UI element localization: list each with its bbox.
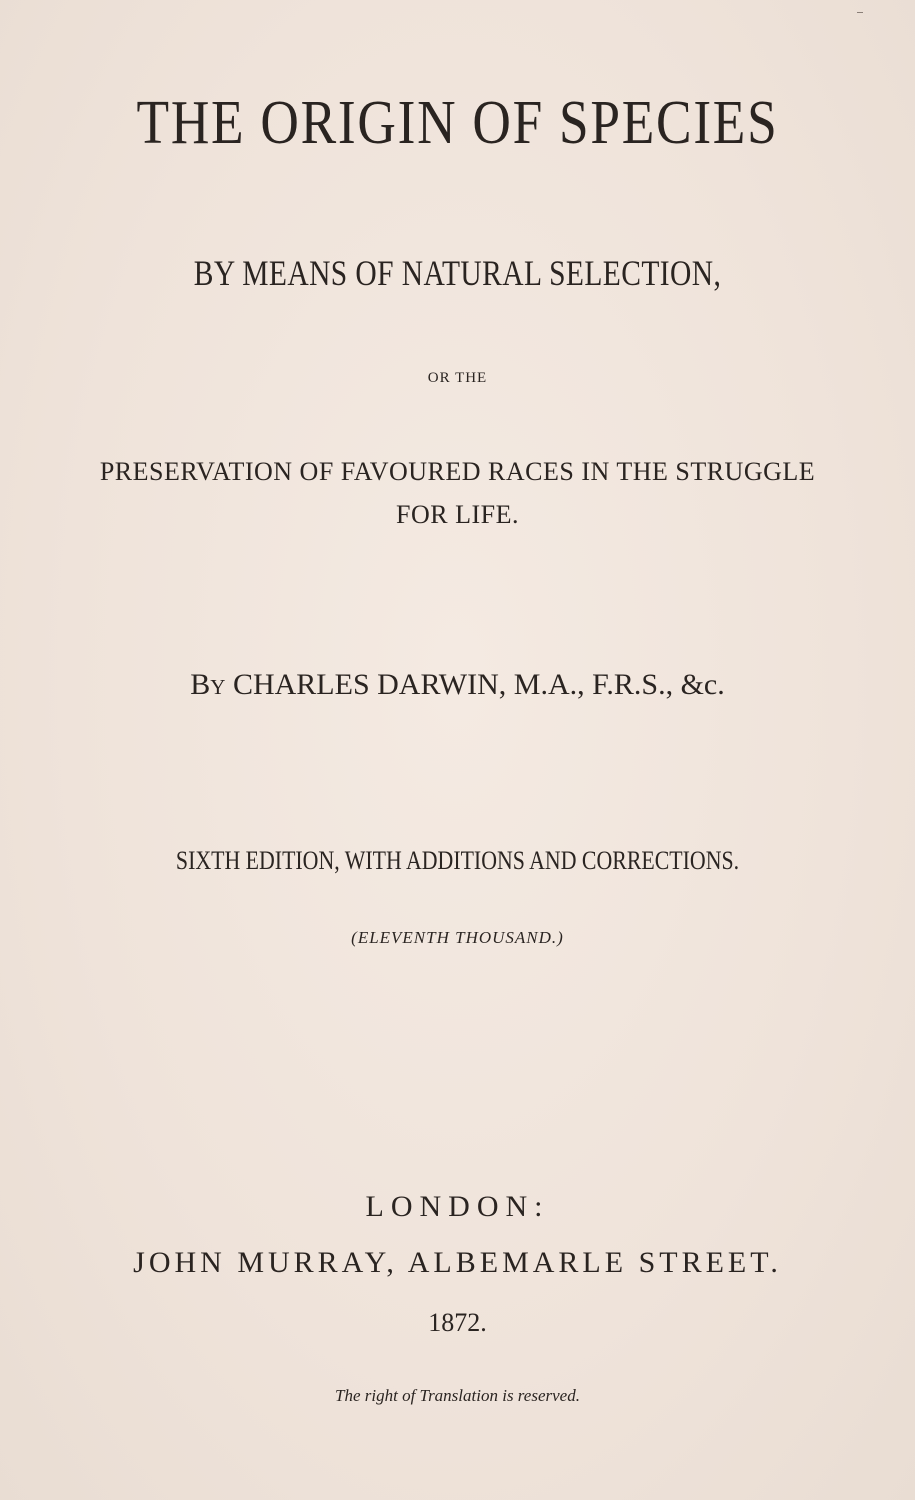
alternate-title-line-1: PRESERVATION OF FAVOURED RACES IN THE STRUGGLE (99, 457, 816, 486)
printing-note: (ELEVENTH THOUSAND.) (351, 928, 564, 947)
rights-notice: The right of Translation is reserved. (335, 1386, 580, 1405)
alternate-title-line-2: FOR LIFE. (396, 500, 519, 529)
book-title: THE ORIGIN OF SPECIES (136, 89, 779, 157)
page-mark (857, 12, 863, 13)
author-by: By (190, 668, 226, 701)
edition-statement: SIXTH EDITION, WITH ADDITIONS AND CORRECTIONS. (175, 846, 740, 875)
author-name: CHARLES DARWIN, M.A., F.R.S., &c. (232, 668, 725, 701)
book-subtitle: BY MEANS OF NATURAL SELECTION, (193, 253, 722, 293)
imprint-city: LONDON: (365, 1190, 550, 1223)
or-the-connector: OR THE (427, 370, 488, 386)
imprint-year: 1872. (428, 1308, 487, 1337)
author-line (0, 668, 915, 702)
imprint-publisher: JOHN MURRAY, ALBEMARLE STREET. (133, 1246, 782, 1279)
